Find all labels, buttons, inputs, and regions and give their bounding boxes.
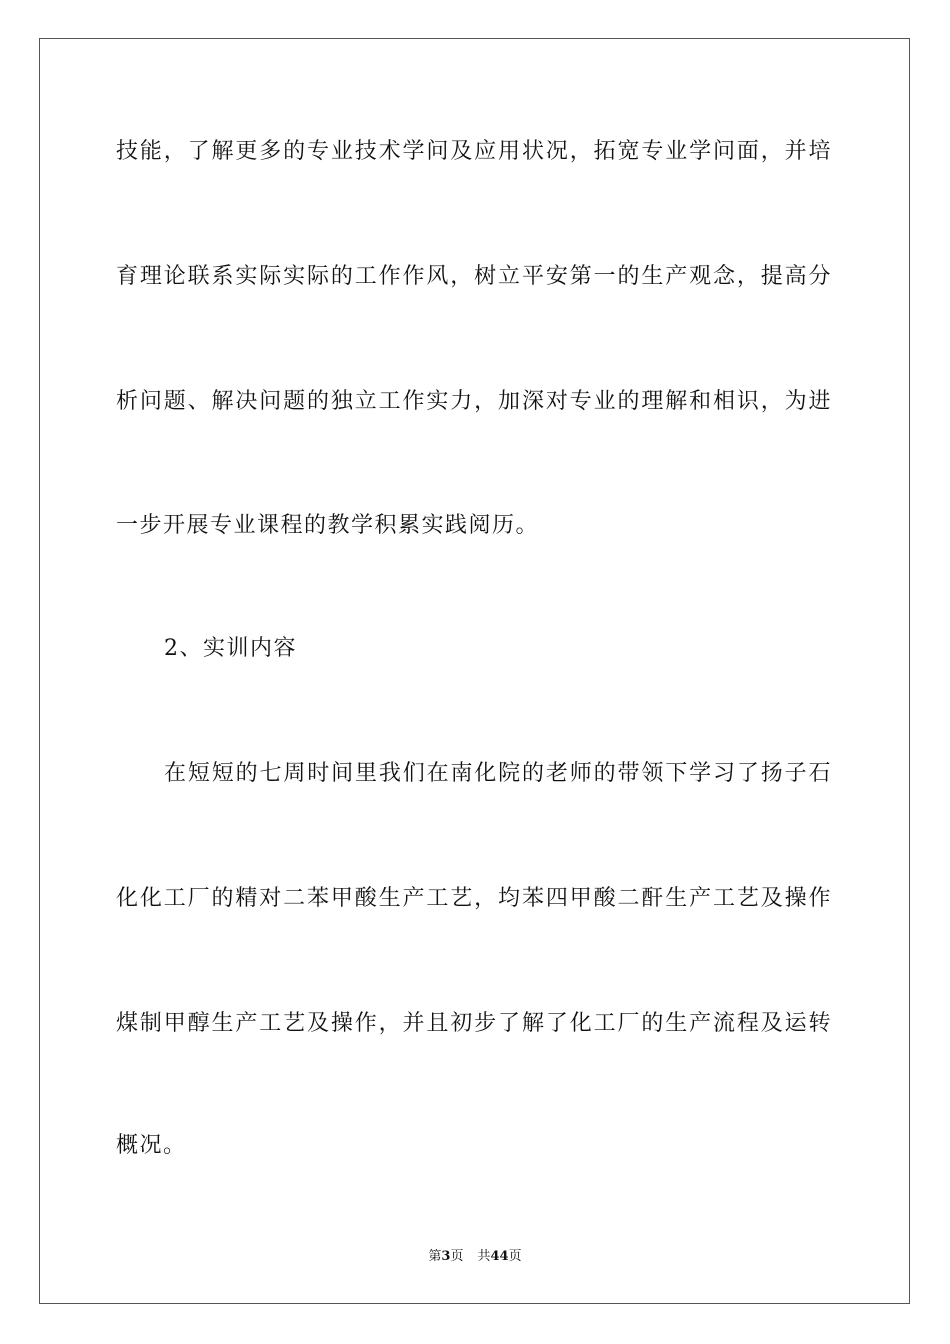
page-number: 3 bbox=[441, 1249, 451, 1264]
section-heading: 2、实训内容 bbox=[164, 636, 297, 661]
paragraph-line: 析问题、解决问题的独立工作实力，加深对专业的理解和相识，为进 bbox=[116, 389, 832, 414]
page-prefix: 第 bbox=[428, 1249, 442, 1264]
paragraph-line: 一步开展专业课程的教学积累实践阅历。 bbox=[116, 513, 540, 538]
page-footer bbox=[0, 1248, 950, 1266]
paragraph-line: 技能，了解更多的专业技术学问及应用状况，拓宽专业学问面，并培 bbox=[116, 139, 832, 164]
paragraph-line: 育理论联系实际实际的工作作风，树立平安第一的生产观念，提高分 bbox=[116, 264, 832, 289]
page-suffix: 页 bbox=[450, 1249, 464, 1264]
paragraph-line: 煤制甲醇生产工艺及操作，并且初步了解了化工厂的生产流程及运转 bbox=[116, 1011, 832, 1036]
total-prefix: 共 bbox=[477, 1249, 491, 1264]
paragraph-line: 概况。 bbox=[116, 1133, 187, 1158]
total-suffix: 页 bbox=[508, 1249, 522, 1264]
paragraph-line: 在短短的七周时间里我们在南化院的老师的带领下学习了扬子石 bbox=[164, 761, 832, 786]
page-frame bbox=[39, 38, 910, 1304]
total-pages: 44 bbox=[490, 1249, 509, 1264]
paragraph-line: 化化工厂的精对二苯甲酸生产工艺，均苯四甲酸二酐生产工艺及操作 bbox=[116, 886, 832, 911]
